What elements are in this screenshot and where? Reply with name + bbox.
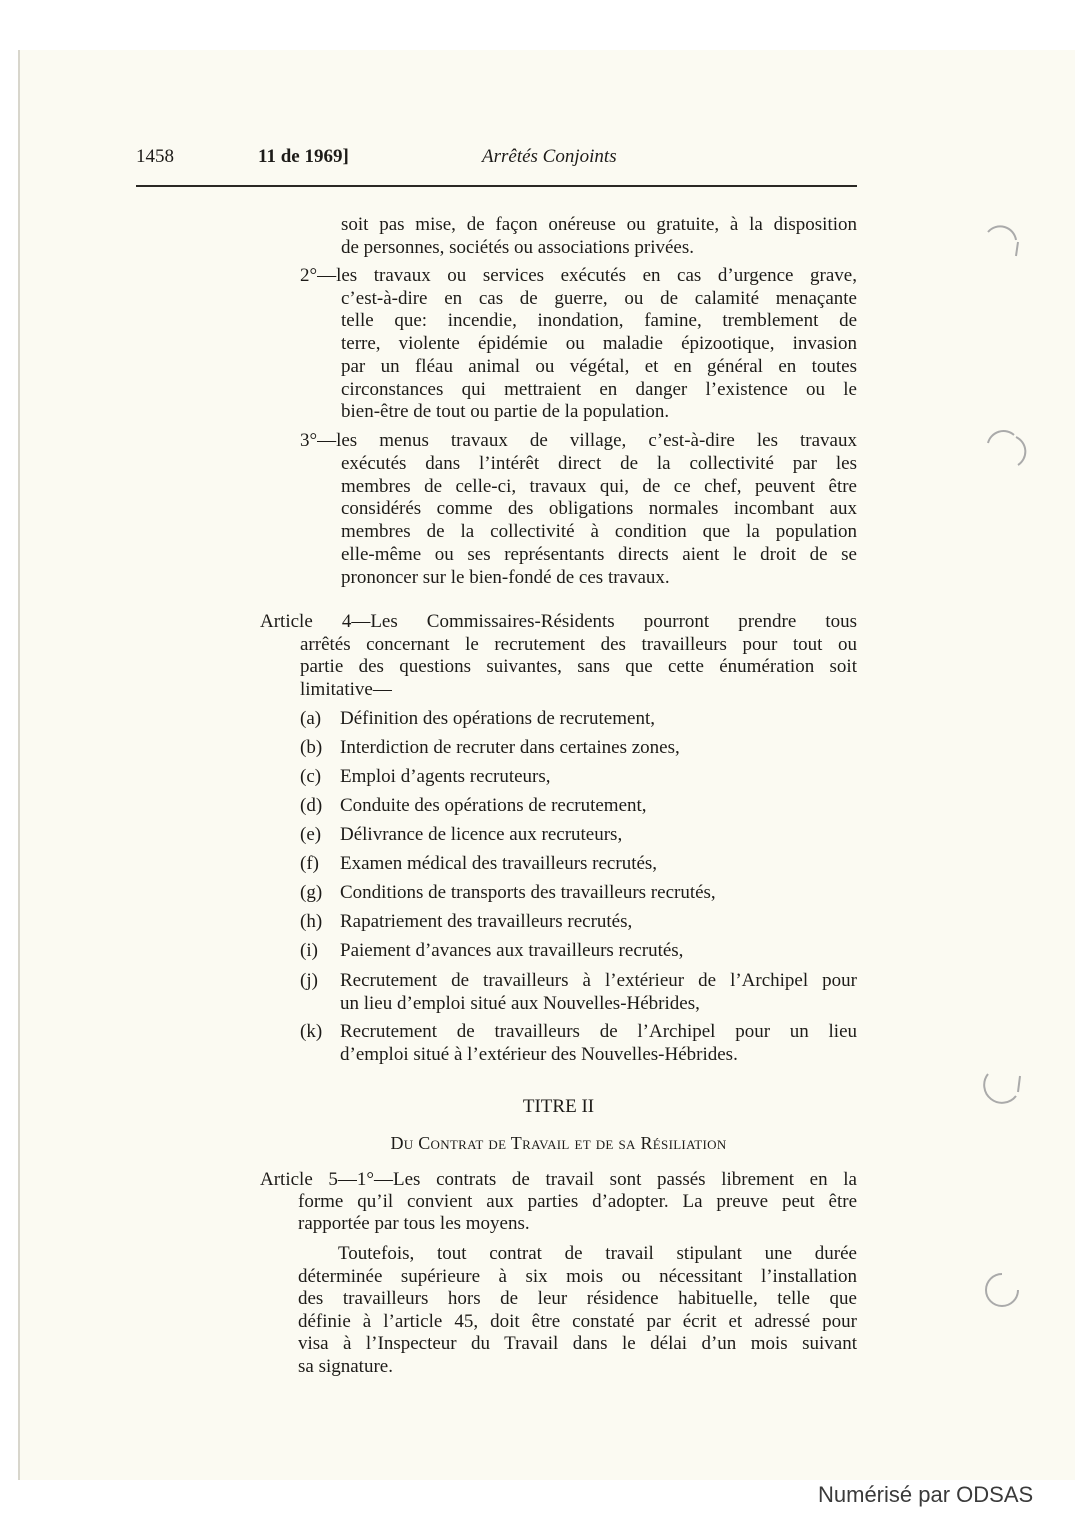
item-2-line: 2°—les travaux ou services exécutés en cas d’urgence grave,	[300, 265, 857, 286]
item-2-line: bien-être de tout ou partie de la population.	[341, 401, 670, 423]
punch-hole-mark	[980, 218, 1030, 268]
paragraph-line: de personnes, sociétés ou associations privées.	[341, 236, 694, 258]
item-3-line: elle-même ou ses représentants directs aient le droit de se	[341, 544, 857, 565]
paragraph-line: déterminée supérieure à six mois ou nécessitant l’installation	[298, 1265, 857, 1287]
item-2-line: circonstances qui mettraient en danger l’existence ou le	[341, 378, 857, 400]
list-item-label: (h)	[300, 911, 323, 932]
item-3-line: membres de celle-ci, travaux qui, de ce chef, peuvent être	[341, 475, 857, 497]
digitization-credit: Numérisé par ODSAS	[818, 1482, 1034, 1507]
list-item-label: (i)	[300, 940, 318, 961]
list-item-label: (f)	[300, 853, 319, 874]
section-title: TITRE II	[522, 1096, 595, 1117]
list-item-text: Conditions de transports des travailleurs recrutés,	[340, 882, 716, 903]
item-3-line: prononcer sur le bien-fondé de ces travaux.	[341, 566, 670, 588]
list-item-label: (d)	[300, 795, 323, 816]
page-number: 1458	[136, 146, 174, 167]
list-item-label: (c)	[300, 766, 322, 787]
list-item-text: Définition des opérations de recrutement,	[340, 708, 655, 729]
list-item-text: Paiement d’avances aux travailleurs recrutés,	[340, 940, 684, 961]
list-item-text: Conduite des opérations de recrutement,	[340, 795, 647, 816]
article-5-line: forme qu’il convient aux parties d’adopter. La preuve peut être	[298, 1191, 857, 1212]
list-item-text: un lieu d’emploi situé aux Nouvelles-Hébrides,	[340, 992, 700, 1014]
item-3-line: membres de la collectivité à condition que la population	[341, 521, 857, 543]
list-item-text: Examen médical des travailleurs recrutés,	[340, 853, 658, 874]
article-4-line: partie des questions suivantes, sans que cette énumération soit	[300, 656, 857, 678]
section-subtitle: Du Contrat de Travail et de sa Résiliation	[390, 1133, 727, 1153]
list-item-text: Délivrance de licence aux recruteurs,	[340, 824, 623, 845]
list-item-text: Interdiction de recruter dans certaines zones,	[340, 737, 680, 758]
paragraph-line: définie à l’article 45, doit être constaté par écrit et adressé pour	[298, 1310, 857, 1332]
list-item-text: d’emploi situé à l’extérieur des Nouvelles-Hébrides.	[340, 1043, 738, 1065]
paragraph-line: des travailleurs hors de leur résidence habituelle, telle que	[298, 1288, 857, 1310]
punch-hole-mark	[980, 1062, 1030, 1112]
punch-hole-mark	[980, 425, 1030, 475]
punch-hole-mark	[980, 1268, 1030, 1318]
article-4-line: arrêtés concernant le recrutement des travailleurs pour tout ou	[300, 633, 857, 655]
list-item-label: (b)	[300, 737, 323, 758]
list-item-label: (g)	[300, 882, 323, 903]
article-5-line: rapportée par tous les moyens.	[298, 1213, 530, 1234]
article-5-line: Article 5—1°—Les contrats de travail sont passés librement en la	[260, 1169, 857, 1190]
paragraph-line: Toutefois, tout contrat de travail stipulant une durée	[338, 1243, 857, 1264]
list-item-label: (a)	[300, 708, 322, 729]
list-item-text: Rapatriement des travailleurs recrutés,	[340, 911, 633, 932]
item-2-line: par un fléau animal ou végétal, et en général en toutes	[341, 355, 857, 377]
paragraph-line: sa signature.	[298, 1356, 393, 1377]
paragraph-line: soit pas mise, de façon onéreuse ou gratuite, à la disposition	[341, 214, 857, 235]
list-item-text: Emploi d’agents recruteurs,	[340, 766, 551, 787]
list-item-label: (k)	[300, 1021, 323, 1042]
running-title: Arrêtés Conjoints	[482, 146, 617, 167]
list-item-text: Recrutement de travailleurs à l’extérieur de l’Archipel pour	[340, 970, 857, 991]
article-4-line: Article 4—Les Commissaires-Résidents pourront prendre tous	[260, 611, 857, 632]
item-2-line: terre, violente épidémie ou maladie épizootique, invasion	[341, 333, 857, 355]
item-3-line: 3°—les menus travaux de village, c’est-à-dire les travaux	[300, 430, 857, 451]
date-reference: 11 de 1969]	[258, 146, 349, 167]
paragraph-line: visa à l’Inspecteur du Travail dans le délai d’un mois suivant	[298, 1333, 857, 1355]
item-2-line: c’est-à-dire en cas de guerre, ou de calamité menaçante	[341, 287, 857, 309]
item-3-line: considérés comme des obligations normales incombant aux	[341, 498, 857, 520]
list-item-label: (e)	[300, 824, 322, 845]
list-item-label: (j)	[300, 970, 318, 991]
list-item-text: Recrutement de travailleurs de l’Archipel pour un lieu	[340, 1021, 857, 1042]
item-2-line: telle que: incendie, inondation, famine, tremblement de	[341, 310, 857, 332]
item-3-line: exécutés dans l’intérêt direct de la collectivité par les	[341, 452, 857, 474]
article-4-line: limitative—	[300, 679, 392, 701]
header-rule	[136, 185, 857, 187]
